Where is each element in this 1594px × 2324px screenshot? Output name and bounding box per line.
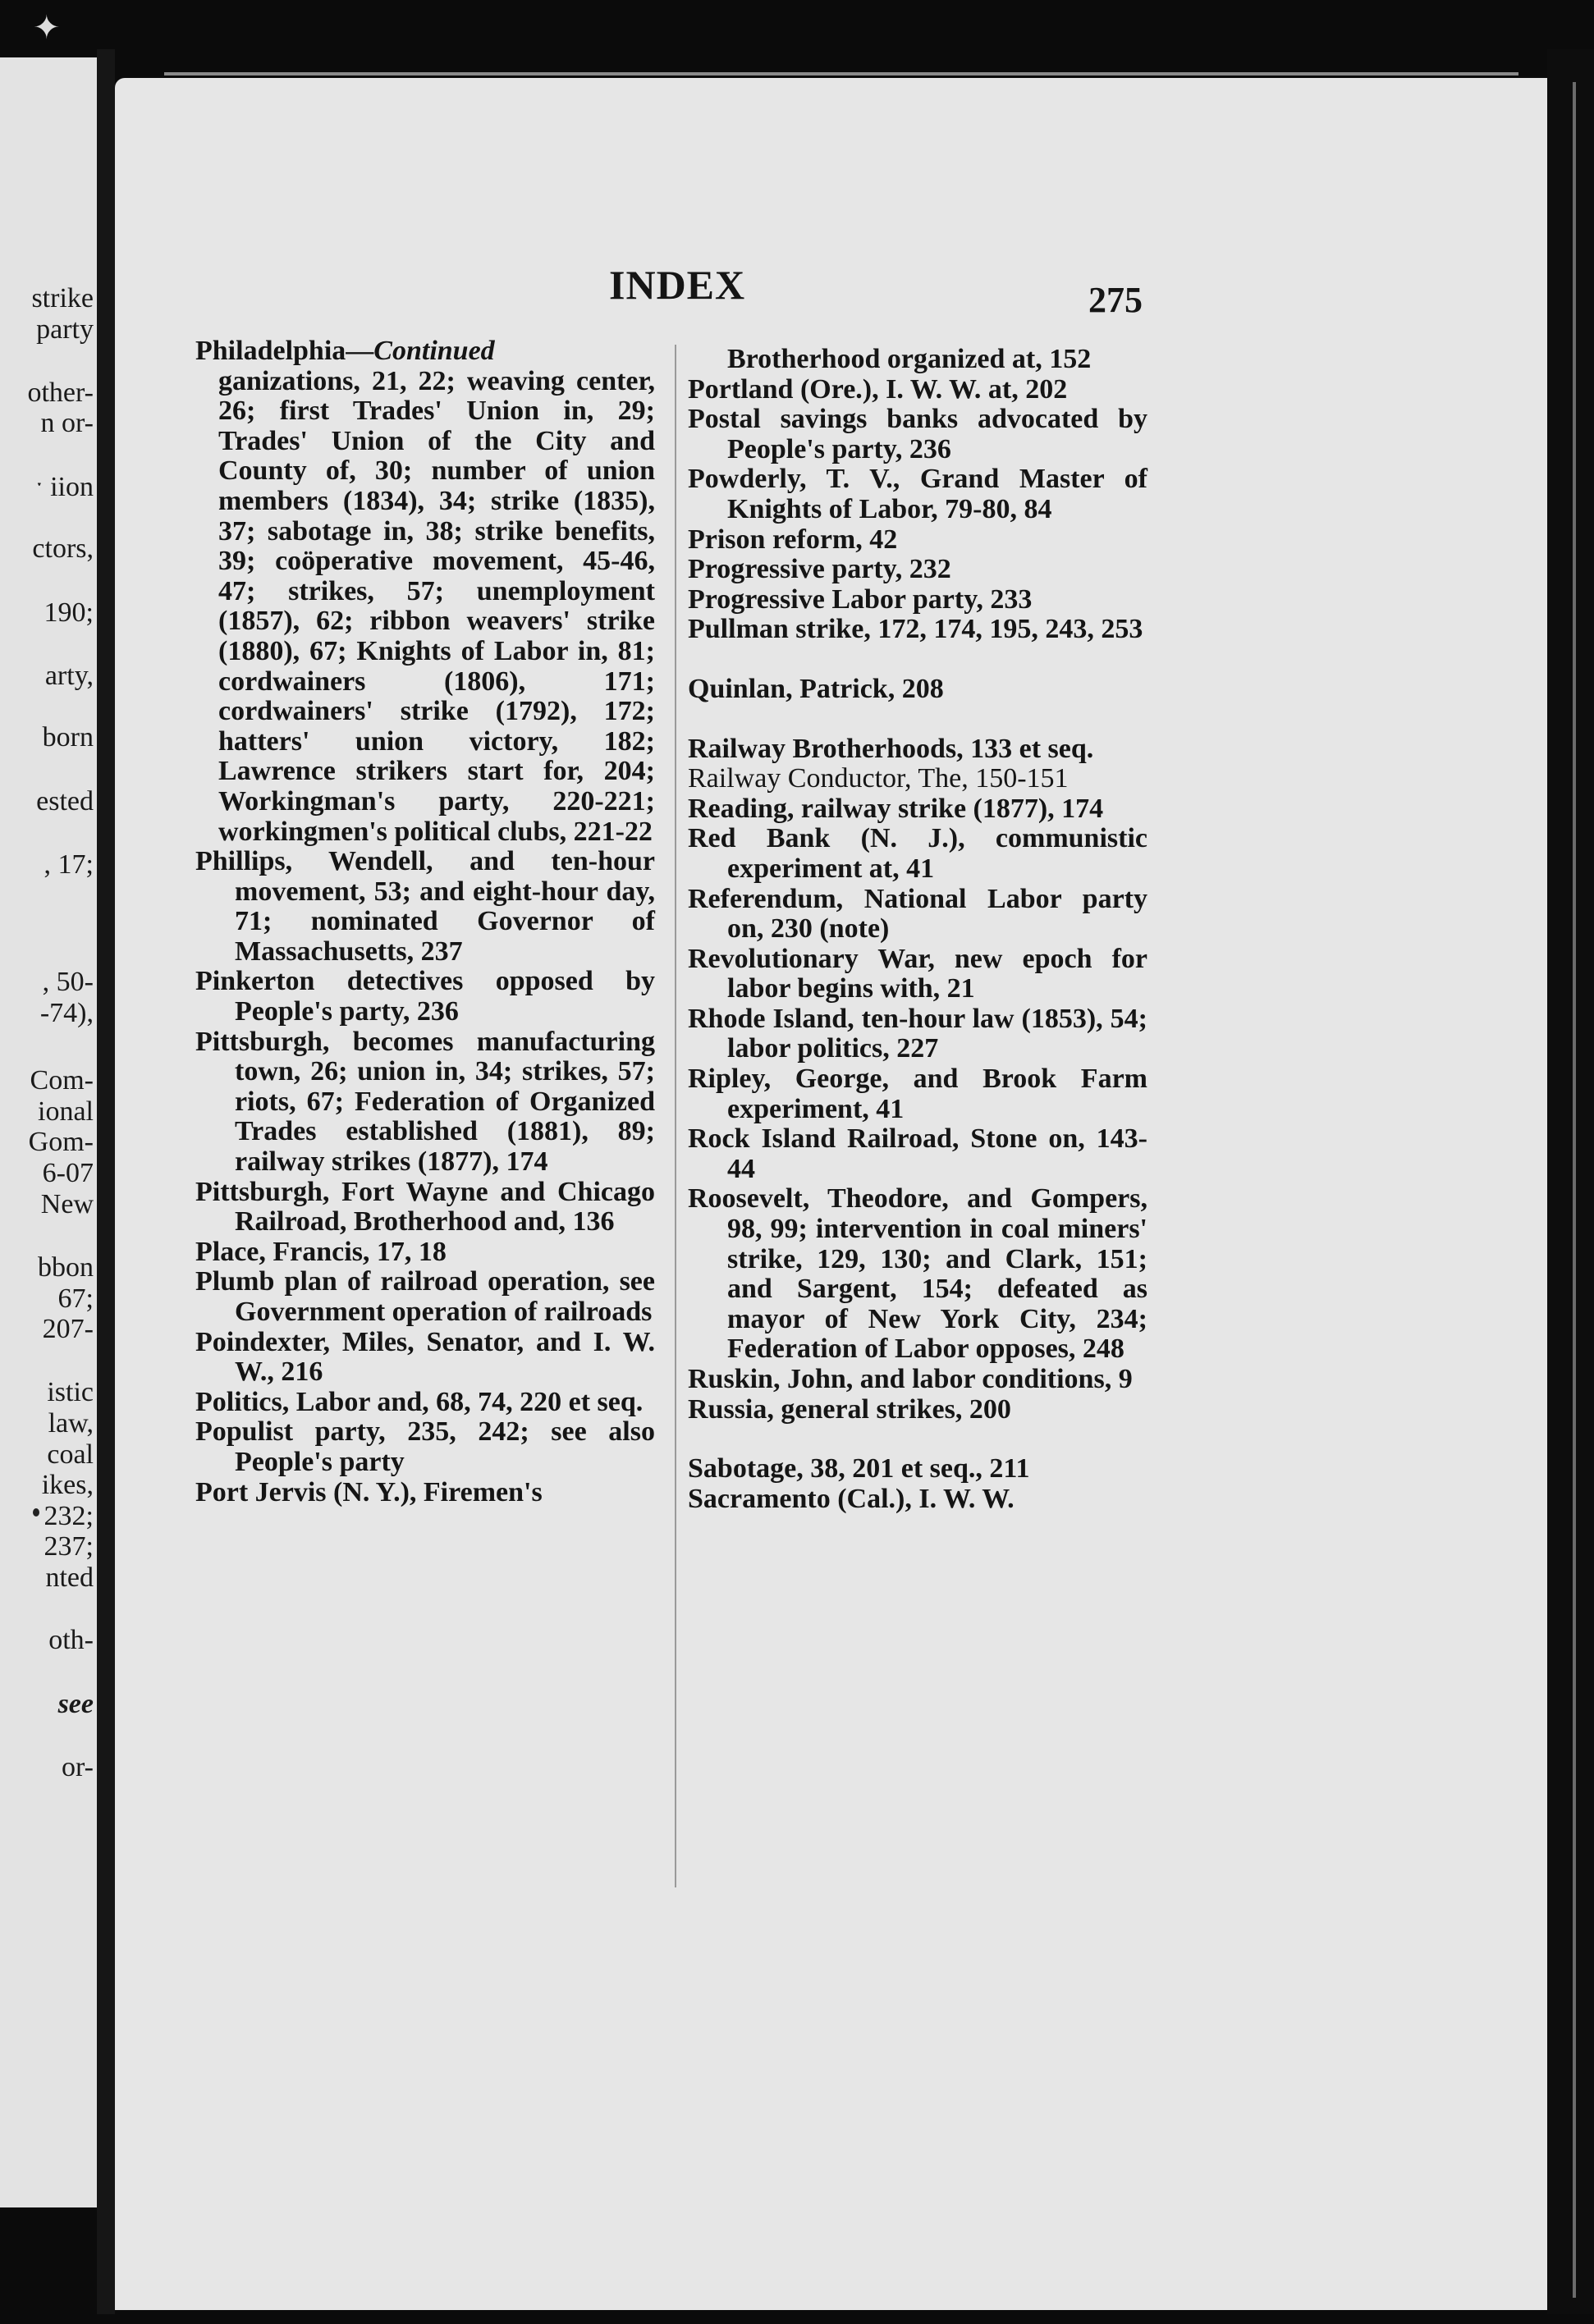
- entry-text: Sacramento (Cal.), I. W. W.: [688, 1483, 1015, 1514]
- entry-text: Railway Conductor, The, 150-151: [688, 763, 1069, 794]
- column-divider: [675, 345, 676, 1887]
- page-top-edge: [164, 72, 1518, 75]
- index-entry: [195, 1478, 655, 1508]
- index-entry: [688, 734, 1147, 765]
- previous-page-fragment: 237;: [44, 1531, 94, 1562]
- entry-text: Quinlan, Patrick, 208: [688, 673, 944, 704]
- scan-corner-mark: ✦: [33, 9, 61, 46]
- entry-text: Russia, general strikes, 200: [688, 1393, 1011, 1425]
- index-entry: [688, 1365, 1147, 1395]
- entry-text: Prison reform, 42: [688, 524, 898, 555]
- index-entry: [688, 1004, 1147, 1064]
- previous-page-fragment: , 50-: [42, 967, 94, 997]
- previous-page-fragment: 67;: [57, 1283, 94, 1314]
- index-entry: [195, 967, 655, 1027]
- index-entry: [688, 1454, 1147, 1485]
- previous-page-fragment: law,: [48, 1408, 94, 1439]
- entry-text: Pinkerton detectives opposed by People's party, 236: [195, 966, 655, 1027]
- index-entry: [688, 375, 1147, 405]
- page-header-title: INDEX: [609, 262, 746, 308]
- entry-text: Ruskin, John, and labor conditions, 9: [688, 1364, 1133, 1394]
- previous-page-fragment: 207-: [42, 1314, 94, 1344]
- entry-text: Reading, railway strike (1877), 174: [688, 793, 1104, 824]
- index-entry: [688, 824, 1147, 884]
- previous-page-fragment: 6-07: [42, 1158, 94, 1188]
- entry-text: Port Jervis (N. Y.), Firemen's: [195, 1476, 543, 1507]
- index-entry: [688, 1395, 1147, 1425]
- previous-page-fragment: oth-: [48, 1625, 94, 1655]
- entry-heading: Philadelphia—: [195, 336, 374, 366]
- previous-page-fragment: ested: [36, 786, 94, 817]
- previous-page-fragment: ˑ iion: [35, 472, 94, 502]
- entry-text: Phillips, Wendell, and ten-hour movement, 53; and eight-hour day, 71; nominated Governor of Massachusetts, 237: [195, 846, 655, 967]
- index-entry: [195, 1237, 655, 1268]
- index-entry: [688, 675, 1147, 705]
- entry-text: Powderly, T. V., Grand Master of Knights of Labor, 79-80, 84: [688, 464, 1147, 524]
- entry-text: Red Bank (N. J.), communistic experiment at, 41: [688, 823, 1147, 884]
- index-left-column: [195, 336, 655, 1507]
- entry-text: Poindexter, Miles, Senator, and I. W. W., 216: [195, 1326, 655, 1388]
- previous-page-fragment: see: [57, 1689, 94, 1719]
- previous-page-fragment: born: [42, 722, 94, 753]
- scan-speck: [33, 1508, 39, 1517]
- index-entry: [688, 585, 1147, 615]
- entry-text: ganizations, 21, 22; weaving center, 26; first Trades' Union in, 29; Trades' Union of the City and County of, 30; number of union members (1834), 34; strike (1835), 37; sabotage in, 38; strike benefits, 39; coöperative movement, 45-46, 47; strikes, 57; unemployment (1857), 62; ribbon weavers' strike (1880), 67; Knights of Labor in, 81; cordwainers (1806), 171; cordwainers' strike (1792), 172; hatters' union victory, 182; Lawrence strikers start for, 204; Workingman's party, 220-221; workingmen's political clubs, 221-22: [218, 365, 655, 847]
- entry-text: Politics, Labor and, 68, 74, 220 et seq.: [195, 1386, 644, 1417]
- previous-page-fragment: 190;: [44, 597, 94, 628]
- entry-text: Progressive party, 232: [688, 554, 951, 585]
- entry-text: Progressive Labor party, 233: [688, 583, 1033, 615]
- entry-text: Brotherhood organized at, 152: [727, 344, 1092, 374]
- index-entry: [688, 885, 1147, 945]
- entry-text: Rock Island Railroad, Stone on, 143-44: [688, 1123, 1147, 1184]
- index-entry: [195, 336, 655, 847]
- previous-page-fragment: ctors,: [32, 533, 94, 564]
- index-entry: [688, 764, 1147, 794]
- index-entry: [688, 525, 1147, 556]
- previous-page-fragment: 232;: [44, 1501, 94, 1531]
- entry-text: Sabotage, 38, 201 et seq., 211: [688, 1453, 1030, 1485]
- index-entry: [195, 1417, 655, 1477]
- page-number: 275: [1088, 280, 1143, 320]
- previous-page-fragment: ional: [38, 1096, 94, 1127]
- entry-text: Rhode Island, ten-hour law (1853), 54; labor politics, 227: [688, 1003, 1147, 1064]
- previous-page-fragment: other-: [27, 377, 94, 408]
- previous-page-fragment: n or-: [40, 408, 94, 438]
- previous-page-fragment: bbon: [38, 1252, 94, 1283]
- index-entry: [688, 345, 1147, 375]
- letter-section-gap: [688, 705, 1147, 734]
- index-entry: [688, 555, 1147, 585]
- previous-page-edge: [0, 57, 97, 2207]
- right-page-edge: [1547, 49, 1594, 2314]
- entry-text: Roosevelt, Theodore, and Gompers, 98, 99; intervention in coal miners' strike, 129, 130; and Clark, 151; and Sargent, 154; defeated as mayor of New York City, 234; Federation of Labor opposes, 248: [688, 1183, 1147, 1365]
- index-entry: [688, 1184, 1147, 1365]
- entry-text: Plumb plan of railroad operation, see Government operation of railroads: [195, 1266, 655, 1327]
- previous-page-fragment: ikes,: [41, 1470, 94, 1500]
- letter-section-gap: [688, 1425, 1147, 1454]
- index-entry: [195, 1267, 655, 1327]
- index-entry: [688, 1064, 1147, 1124]
- previous-page-fragment: -74),: [39, 998, 94, 1028]
- entry-text: Pittsburgh, becomes manufacturing town, 26; union in, 34; strikes, 57; riots, 67; Federation of Organized Trades established (1881), 89; railway strikes (1877), 174: [195, 1026, 655, 1178]
- index-entry: [688, 945, 1147, 1004]
- index-entry: [688, 1485, 1147, 1515]
- previous-page-fragment: nted: [45, 1562, 94, 1593]
- binding-gutter: [97, 49, 115, 2314]
- index-right-column: [688, 345, 1147, 1514]
- previous-page-fragment: Gom-: [28, 1127, 94, 1157]
- index-entry: [688, 464, 1147, 524]
- previous-page-fragment: or-: [62, 1752, 94, 1782]
- entry-heading-italic: Continued: [373, 336, 495, 366]
- entry-text: Revolutionary War, new epoch for labor begins with, 21: [688, 943, 1147, 1004]
- entry-text: Pullman strike, 172, 174, 195, 243, 253: [688, 614, 1143, 645]
- previous-page-fragment: istic: [47, 1377, 94, 1407]
- previous-page-fragment: coal: [47, 1439, 94, 1470]
- previous-page-fragment: strike: [31, 283, 94, 313]
- index-entry: [688, 405, 1147, 464]
- entry-text: Pittsburgh, Fort Wayne and Chicago Railroad, Brotherhood and, 136: [195, 1176, 655, 1237]
- entry-text: Railway Brotherhoods, 133 et seq.: [688, 733, 1094, 764]
- index-entry: [195, 1178, 655, 1237]
- index-entry: [688, 1124, 1147, 1184]
- index-entry: [195, 1027, 655, 1178]
- entry-text: Place, Francis, 17, 18: [195, 1236, 447, 1267]
- entry-text: Portland (Ore.), I. W. W. at, 202: [688, 373, 1068, 405]
- previous-page-fragment: New: [40, 1189, 94, 1219]
- letter-section-gap: [688, 645, 1147, 675]
- entry-text: Populist party, 235, 242; see also People's party: [195, 1416, 655, 1477]
- index-entry: [688, 794, 1147, 825]
- entry-text: Referendum, National Labor party on, 230 (note): [688, 883, 1147, 945]
- index-entry: [195, 1328, 655, 1388]
- previous-page-fragment: Com-: [30, 1065, 94, 1096]
- index-entry: [195, 847, 655, 967]
- index-entry: [195, 1388, 655, 1418]
- previous-page-fragment: party: [36, 314, 94, 345]
- entry-text: Ripley, George, and Brook Farm experiment, 41: [688, 1064, 1147, 1124]
- previous-page-fragment: arty,: [44, 661, 94, 691]
- index-entry: [688, 615, 1147, 645]
- right-edge-line: [1573, 82, 1576, 2298]
- previous-page-fragment: , 17;: [44, 849, 94, 880]
- entry-text: Postal savings banks advocated by People's party, 236: [688, 404, 1147, 464]
